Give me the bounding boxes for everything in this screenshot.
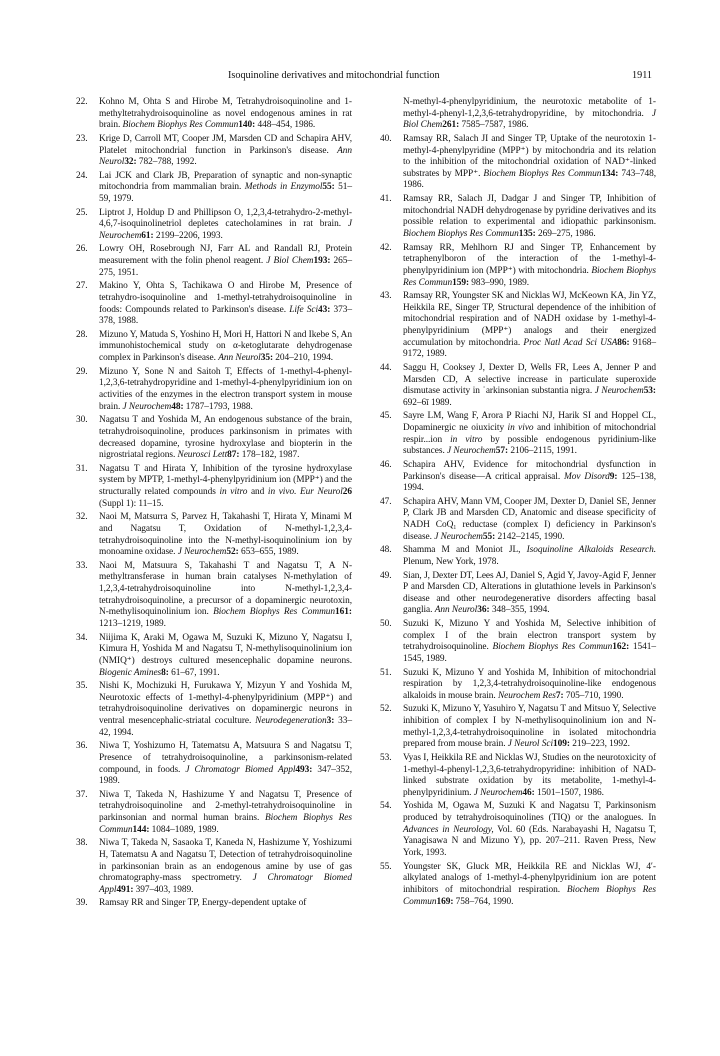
- reference-entry: [380, 570, 656, 618]
- reference-text: Yoshida M, Ogawa M, Suzuki K and Nagatsu T, Parkinsonism produced by tetrahydroisoquinolines (TIQ) or the analogues. In: [403, 801, 656, 824]
- volume: 87:: [227, 450, 240, 461]
- reference-text: Krige D, Carroll MT, Cooper JM, Marsden CD and Schapira AHV, Platelet mitochondrial function in Parkinson's disease.: [99, 133, 352, 156]
- reference-number: 53.: [380, 752, 392, 763]
- running-title: Isoquinoline derivatives and mitochondrial function: [228, 70, 440, 81]
- reference-text: Sian, J, Dexter DT, Lees AJ, Daniel S, Agid Y, Javoy-Agid F, Jenner P and Marsden CD, Alterations in glutathione levels in Parkinson's disease and other neurodegenerative disorders affecting basal ganglia.: [403, 570, 656, 616]
- reference-text: Lowry OH, Rosebrough NJ, Farr AL and Randall RJ, Protein measurement with the folin phenol reagent.: [99, 244, 352, 267]
- reference-number: 38.: [76, 838, 88, 849]
- volume: 169:: [436, 896, 454, 907]
- reference-number: 31.: [76, 463, 88, 474]
- reference-entry: [380, 459, 656, 495]
- reference-entry: [380, 545, 656, 568]
- volume: 32:: [124, 157, 137, 168]
- volume: 86:: [617, 337, 630, 348]
- reference-text: Mizuno Y, Matuda S, Yoshino H, Mori H, Hattori N and Ikebe S, An immunohistochemical study on α-ketoglutarate dehydrogenase complex in Parkinson's disease.: [99, 329, 352, 364]
- reference-entry: [76, 207, 352, 243]
- reference-number: 30.: [76, 415, 88, 426]
- reference-number: 40.: [380, 133, 392, 144]
- journal-name: Methods in Enzymol: [244, 182, 323, 193]
- reference-text: Sayre LM, Wang F, Arora P Riachi NJ, Harik SI and Hoppel CL, Dopaminergic ne oiuxicity: [403, 411, 656, 434]
- journal-name: Isoquinoline Alkaloids Research.: [526, 545, 656, 556]
- journal-name: Neurochem Res: [497, 690, 556, 701]
- journal-name: Biochem Biophys Res Commun: [99, 813, 352, 835]
- pages-year: 7585–7587, 1986.: [459, 120, 529, 131]
- volume: 261:: [442, 120, 460, 131]
- journal-name: J Neurochem: [434, 531, 483, 542]
- pages-year: 1213–1219, 1989.: [99, 619, 166, 630]
- pages-year: 269–275, 1986.: [535, 229, 596, 239]
- reference-entry: [380, 861, 656, 909]
- reference-entry: [76, 560, 352, 631]
- volume: 53:: [643, 386, 656, 397]
- journal-name: Ann Neurol: [434, 605, 478, 616]
- reference-text: Niwa T, Takeda N, Hashizume Y and Nagatsu T, Presence of tetrahydroisoquinoline and 2-methyl-tetrahydroisoquinoline in parkinsonian and normal human brains.: [99, 789, 352, 824]
- reference-number: 26.: [76, 244, 88, 255]
- journal-name: in vivo: [507, 423, 534, 434]
- pages-year: 758–764, 1990.: [453, 896, 514, 907]
- reference-entry: [380, 801, 656, 859]
- reference-number: 54.: [380, 801, 392, 812]
- journal-name: Biochem Biophys Res Commun: [403, 229, 519, 239]
- volume: 144:: [132, 824, 150, 835]
- reference-text: Niwa T, Yoshizumo H, Tatematsu A, Matsuura S and Nagatsu T, Presence of tetrahydroisoquinoline, a parkinsonism-related compound, in foods.: [99, 741, 352, 775]
- reference-text: and: [247, 487, 268, 498]
- journal-name: J Neurochem: [594, 386, 644, 397]
- reference-number: 47.: [380, 496, 392, 507]
- journal-name: Ann Neurol: [218, 353, 261, 364]
- volume: 493:: [295, 764, 313, 775]
- pages-year: 178–182, 1987.: [239, 450, 300, 461]
- volume: 140:: [238, 120, 256, 131]
- reference-number: 45.: [380, 411, 392, 422]
- reference-entry: [76, 133, 352, 169]
- journal-name: Biochem Biophys Res Commun: [122, 120, 239, 131]
- reference-number: 29.: [76, 366, 88, 377]
- references-left-column: [76, 97, 353, 912]
- reference-text: Schapira AHV, Mann VM, Cooper JM, Dexter D, Daniel SE, Jenner P, Clark JB and Marsden CD, Anatomic and disease specificity of NADH CoQ₁ reductase (complex I) deficiency in Parkinson's disease.: [403, 496, 656, 542]
- reference-text: Vyas I, Heikkila RE and Nicklas WJ, Studies on the neurotoxicity of 1-methyl-4-phenyl-1,2,3,6-tetrahydropyridine: inhibition of NAD-linked substrate oxidation by its metabolite, 1-methyl-4-phenylpyridinium.: [403, 752, 656, 798]
- reference-text: Nagatsu T and Yoshida M, An endogenous substance of the brain, tetrahydroisoquinoline, produces parkinsonism in primates with decreased dopamine, tyrosine hydroxylase and biopterin in the nigrostriatal regions.: [99, 415, 352, 461]
- reference-number: 27.: [76, 281, 88, 292]
- volume: 8:: [161, 667, 169, 678]
- reference-number: 43.: [380, 291, 392, 302]
- volume: 36:: [477, 605, 490, 616]
- volume: 57:: [495, 446, 509, 457]
- reference-entry: [76, 366, 352, 414]
- pages-year: (Suppl 1): 11–15.: [99, 498, 164, 509]
- reference-text: Suzuki K, Mizuno Y, Yasuhiro Y, Nagatsu T and Mitsuo Y, Selective inhibition of complex I by N-methylisoquinolinium ion and N-methyl-1,2,3,4-tetrahydroisoquinoline in isolated mitochondria prepared from mouse brain.: [403, 704, 656, 750]
- reference-text: Nishi K, Mochizuki H, Furukawa Y, Mizyun Y and Yoshida M, Neurotoxic effects of 1-methyl-4-phenylpyridinium (MPP⁺) and tetrahydroisoquinoline derivatives on dopaminergic neurons in ventral mesencephalic-striatal coculture.: [99, 681, 352, 727]
- journal-name: J Neurochem: [122, 401, 172, 412]
- pages-year: by possible endogenous pyridinium-like substances.: [403, 434, 656, 457]
- running-header: [78, 70, 652, 86]
- reference-text: Niwa T, Takeda N, Sasaoka T, Kaneda N, Hashizume Y, Yoshizumi H, Tatematsu A and Nagatsu T, Detection of tetrahydroisoquinoline in parkinsonian brain as an endogenous amine by use of gas chromatography-mass spectrometry.: [99, 838, 352, 884]
- pages-year: 705–710, 1990.: [563, 690, 624, 701]
- pages-year: 653–655, 1989.: [238, 547, 299, 558]
- volume: 9:: [609, 471, 618, 482]
- pages-year: 1541–1545, 1989.: [403, 642, 656, 664]
- volume: 52:: [226, 547, 239, 558]
- reference-text: Youngster SK, Gluck MR, Heikkila RE and Nicklas WJ, 4′-alkylated analogs of 1-methyl-4-phenylpyridinium ion are potent inhibitors of mitochondrial respiration.: [403, 861, 656, 895]
- reference-number: 22.: [76, 97, 88, 107]
- journal-name: J Chromatogr Biomed Appl: [99, 873, 352, 895]
- pages-year: 2106–2115, 1991.: [508, 446, 577, 457]
- journal-name: Life Sci: [289, 304, 319, 315]
- reference-text: Ramsay RR, Salach JI, Dadgar J and Singer TP, Inhibition of mitochondrial NADH dehydrogenase by pyridine derivatives and its possible relation to experimental and idiopathic parkinsonism.: [403, 194, 656, 228]
- reference-text: Niijima K, Araki M, Ogawa M, Suzuki K, Mizuno Y, Nagatsu I, Kimura H, Yoshida M and Nagatsu T, N-methylisoquinolinium ion (NMIQ⁺) destroys cultured mesencephalic dopamine neurons.: [99, 632, 352, 666]
- journal-name: Biochem Biophys Res Commun: [403, 265, 656, 288]
- reference-number: 28.: [76, 329, 88, 340]
- pages-year: 51–59, 1979.: [99, 182, 352, 205]
- reference-number: 23.: [76, 133, 88, 144]
- volume: 491:: [116, 884, 134, 895]
- reference-entry: [76, 741, 352, 788]
- reference-number: 46.: [380, 459, 392, 470]
- reference-entry: [76, 329, 352, 365]
- reference-entry: [76, 463, 352, 511]
- journal-name: J Biol Chem: [403, 108, 656, 131]
- journal-name: J Neurochem: [447, 446, 496, 457]
- references-right-column: [380, 97, 657, 910]
- reference-number: 55.: [380, 861, 392, 872]
- reference-number: 39.: [76, 898, 88, 909]
- journal-name: J Neurochem: [99, 219, 352, 241]
- reference-text: Naoi M, Matsuura S, Takahashi T and Nagatsu T, A N-methyltransferase in human brain catalyses N-methylation of 1,2,3,4-tetrahydroisoquinoline into N-methyl-1,2,3,4-tetrahydroisoquinoline, a precursor of a dopaminergic neurotoxin, N-methylisoquinolinium ion.: [99, 560, 352, 618]
- reference-entry: [76, 170, 352, 206]
- journal-name: Biochem Biophys Res Commun: [213, 607, 336, 618]
- pages-year: 348–355, 1994.: [489, 605, 550, 616]
- reference-entry: [380, 362, 656, 410]
- reference-entry: [76, 244, 352, 279]
- reference-number: 24.: [76, 170, 88, 181]
- reference-entry: [76, 281, 353, 328]
- journal-name: J Biol Chem: [266, 256, 314, 267]
- volume: 193:: [313, 256, 331, 267]
- reference-number: 37.: [76, 789, 88, 800]
- pages-year: 397–403, 1989.: [133, 884, 194, 895]
- page-number: 1911: [632, 70, 652, 81]
- journal-name: Advances in Neurology,: [403, 824, 494, 835]
- volume: 48:: [171, 401, 184, 412]
- reference-text: Lai JCK and Clark JB, Preparation of synaptic and non-synaptic mitochondria from mammalian brain.: [99, 170, 352, 193]
- reference-entry: [76, 415, 352, 462]
- reference-number: 48.: [380, 545, 392, 556]
- reference-entry: [76, 512, 352, 559]
- journal-name: J Neurochem: [177, 547, 227, 558]
- reference-number: 44.: [380, 362, 392, 373]
- reference-entry: [380, 291, 656, 361]
- journal-name: J Neurochem: [473, 787, 523, 798]
- pages-year: 347–352, 1989.: [99, 764, 352, 787]
- journal-name: J Neurol Sci: [507, 739, 554, 750]
- reference-entry: [380, 411, 657, 458]
- pages-year: 448–454, 1986.: [255, 120, 316, 131]
- journal-name: Biochem Biophys Res Commun: [403, 884, 656, 907]
- reference-entry: [380, 752, 656, 800]
- journal-name: Ann Neurol: [99, 145, 352, 168]
- reference-text: Ramsay RR, Mehlhorn RJ and Singer TP, Enhancement by tetraphenylboron of the interaction of the 1-methyl-4-phenylpyridinium ion (MPP⁺) with mitochondria.: [403, 242, 656, 276]
- reference-text: Kohno M, Ohta S and Hirobe M, Tetrahydroisoquinoline and 1-methyltetrahydroisoquinoline as novel endogenous amines in rat brain.: [99, 97, 352, 131]
- volume: 161:: [335, 607, 352, 618]
- pages-year: Vol. 60 (Eds. Narabayashi H, Nagatsu T, Yanagisawa N and Mizuno Y), pp. 207–211. Raven Press, New York, 1993.: [403, 824, 656, 859]
- reference-text: Schapira AHV, Evidence for mitochondrial dysfunction in Parkinson's disease—A critical appraisal.: [403, 459, 656, 482]
- volume: 46:: [522, 787, 535, 798]
- reference-number: 25.: [76, 207, 88, 218]
- reference-text: Liptrot J, Holdup D and Phillipson O, 1,2,3,4-tetrahydro-2-methyl-4,6,7-isoquinolinetriol depletes catecholamines in rat brain.: [99, 207, 352, 230]
- pages-year: 1501–1507, 1986.: [534, 787, 604, 798]
- reference-number: 51.: [380, 667, 392, 678]
- pages-year: 1787–1793, 1988.: [183, 401, 253, 412]
- reference-text: Suzuki K, Mizuno Y and Yoshida M, Selective inhibition of complex I of the brain electron transport system by tetrahydroisoquinoline.: [403, 619, 656, 653]
- volume: 3:: [326, 716, 335, 727]
- pages-year: 204–210, 1994.: [273, 353, 334, 364]
- reference-text: Ramsay RR, Salach JI and Singer TP, Uptake of the neurotoxin 1-methyl-4-phenylpyridine (MPP⁺) by mitochondria and its relation to the inhibition of the mitochondrial oxidation of NAD⁺-linked substrates by MPP⁺.: [403, 133, 656, 179]
- reference-number: 33.: [76, 560, 88, 571]
- pages-year: 265–275, 1951.: [99, 256, 352, 278]
- volume: 61:: [141, 230, 154, 241]
- journal-name: J Chromatogr Biomed Appl: [185, 764, 296, 775]
- pages-year: 782–788, 1992.: [136, 157, 197, 168]
- pages-year: 33–42, 1994.: [99, 716, 352, 738]
- pages-year: 743–748, 1986.: [403, 168, 656, 191]
- reference-number: 36.: [76, 741, 88, 752]
- reference-number: 34.: [76, 632, 88, 643]
- volume: 162:: [612, 642, 630, 653]
- reference-number: 52.: [380, 704, 392, 715]
- reference-text: Nagatsu T and Hirata Y, Inhibition of the tyrosine hydroxylase system by MPTP, 1-methyl-4-phenylpyridinium ion (MPP⁺) and the structurally related compounds: [99, 463, 352, 498]
- reference-entry: [380, 242, 656, 290]
- pages-year: 983–990, 1989.: [469, 277, 530, 288]
- journal-name: in vitro: [219, 487, 248, 498]
- reference-entry: [76, 632, 352, 680]
- reference-text: Shamma M and Moniot JL,: [403, 545, 527, 556]
- journal-name: Proc Natl Acad Sci USA: [523, 337, 618, 348]
- volume: 26: [342, 487, 352, 498]
- volume: 55:: [322, 182, 335, 193]
- reference-number: 42.: [380, 242, 392, 253]
- pages-year: 2142–2145, 1990.: [495, 531, 565, 542]
- pages-year: 125–138, 1994.: [403, 471, 656, 494]
- reference-entry: [384, 97, 656, 132]
- volume: 35:: [260, 353, 274, 364]
- reference-entry: [380, 704, 656, 751]
- reference-entry: [380, 619, 656, 666]
- reference-text: Ramsay RR and Singer TP, Energy-dependent uptake of: [99, 898, 307, 909]
- volume: 109:: [553, 739, 570, 750]
- reference-entry: [380, 194, 656, 241]
- pages-year: 2199–2206, 1993.: [153, 230, 223, 241]
- reference-number: 32.: [76, 512, 88, 523]
- reference-entry: [380, 133, 656, 192]
- reference-text: Naoi M, Matsurra S, Parvez H, Takahashi T, Hirata Y, Minami M and Nagatsu T, Oxidation of N-methyl-1,2,3,4-tetrahydroisoquinoline into the N-methyl-isoquinolinium ion by monoamine oxidase.: [99, 512, 352, 558]
- reference-text: Ramsay RR, Youngster SK and Nicklas WJ, McKeown KA, Jin YZ, Heikkila RE, Singer TP, Structural dependence of the inhibition of mitochondrial respiration and of NADH oxidase by 1-methyl-4-phenylpyridinium (MPP⁺) analogs and their energized accumulation by mitochondria.: [403, 291, 656, 348]
- volume: 7:: [555, 690, 564, 701]
- volume: 159:: [452, 277, 470, 288]
- pages-year: 1084–1089, 1989.: [149, 824, 219, 835]
- journal-name: Neurosci Lett: [177, 450, 228, 461]
- reference-entry: [380, 496, 656, 544]
- pages-year: 61–67, 1991.: [168, 667, 220, 678]
- pages-year: 692–6ī 1989.: [403, 397, 452, 408]
- pages-year: 373–378, 1988.: [99, 304, 353, 327]
- journal-name: Biogenic Amines: [99, 667, 162, 678]
- volume: 43:: [318, 304, 331, 315]
- reference-entry: [76, 681, 352, 739]
- journal-name: Neurodegeneration: [255, 716, 327, 727]
- reference-text: and inhibition of mitochondrial respir...ion: [403, 423, 657, 445]
- reference-number: 35.: [76, 681, 88, 692]
- pages-year: Plenum, New York, 1978.: [403, 556, 499, 567]
- journal-name: Mov Disord: [564, 471, 610, 482]
- reference-number: 50.: [380, 619, 392, 630]
- journal-name: Biochem Biophys Res Commun: [483, 168, 602, 179]
- pages-year: 219–223, 1992.: [569, 739, 630, 750]
- reference-entry: [76, 898, 352, 910]
- reference-text: Mizuno Y, Sone N and Saitoh T, Effects of 1-methyl-4-phenyl-1,2,3,6-tetrahydropyridine and 1-methyl-4-phenylpyridinium ion on activities of the enzymes in the electron transport system in mouse brain.: [99, 366, 352, 412]
- volume: 135:: [518, 229, 536, 239]
- journal-name: Biochem Biophys Res Commun: [492, 642, 613, 653]
- reference-text: N-methyl-4-phenylpyridinium, the neurotoxic metabolite of 1-methyl-4-phenyl-1,2,3,6-tetrahydropyridine, by mitochondria.: [403, 97, 656, 119]
- reference-number: 49.: [380, 570, 392, 581]
- volume: 134:: [601, 168, 619, 179]
- reference-entry: [76, 838, 352, 896]
- reference-text: Suzuki K, Mizuno Y and Yoshida M, Inhibition of mitochondrial respiration by 1,2,3,4-tetrahydroisoquinoline-like endogenous alkaloids in mouse brain.: [403, 667, 656, 701]
- journal-name: in vitro: [450, 434, 483, 445]
- pages-year: 9168–9172, 1989.: [403, 337, 656, 360]
- reference-entry: [380, 667, 656, 703]
- volume: 55:: [482, 531, 496, 542]
- reference-text: Makino Y, Ohta S, Tachikawa O and Hirobe M, Presence of tetrahydro-isoquinoline and 1-methyl-tetrahydroisoquinoline in foods: Compounds related to Parkinson's disease.: [99, 281, 352, 315]
- journal-name: in vivo. Eur Neurol: [267, 487, 343, 498]
- reference-entry: [76, 97, 352, 132]
- reference-number: 41.: [380, 194, 392, 205]
- reference-text: Saggu H, Cooksey J, Dexter D, Wells FR, Lees A, Jenner P and Marsden CD, A selective increase in particulate superoxide dismutase activity in ˙arkinsonian substantia nigra.: [403, 362, 656, 397]
- reference-entry: [76, 789, 352, 837]
